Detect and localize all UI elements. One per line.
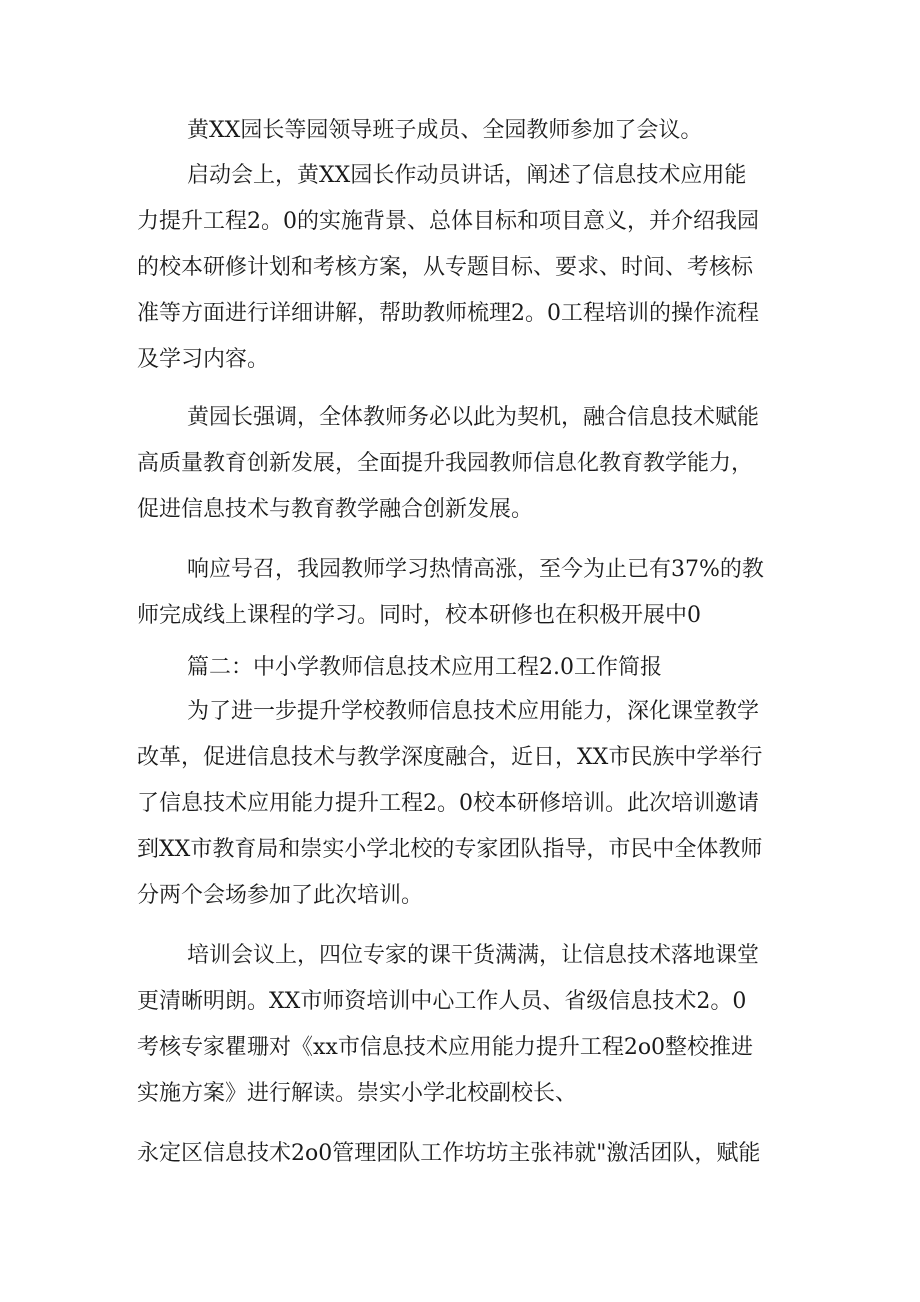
- text-line: [0, 490, 920, 530]
- line-text: 了信息技术应用能力提升工程2。0校本研修培训。此次培训邀请: [137, 791, 759, 816]
- line-text: 黄园长强调，全体教师务必以此为契机，融合信息技术赋能: [187, 405, 760, 430]
- line-text: 准等方面进行详细讲解，帮助教师梳理2。0工程培训的操作流程: [137, 301, 759, 326]
- line-text: 力提升工程2。0的实施背景、总体目标和项目意义，并介绍我园: [137, 209, 759, 234]
- line-text: 更清晰明朗。XX市师资培训中心工作人员、省级信息技术2。0: [137, 989, 747, 1014]
- text-line: [0, 340, 920, 380]
- line-text: 为了进一步提升学校教师信息技术应用能力，深化课堂教学: [187, 699, 760, 724]
- text-line: [0, 1074, 920, 1114]
- line-text: 改革，促进信息技术与教学深度融合，近日，XX市民族中学举行: [137, 745, 763, 770]
- text-line: [0, 738, 920, 778]
- text-line: [0, 1134, 920, 1174]
- line-text: 响应号召，我园教师学习热情高涨，至今为止已有37%的教: [187, 557, 764, 582]
- line-text: 到XX市教育局和崇实小学北校的专家团队指导，市民中全体教师: [137, 837, 763, 862]
- text-line: [0, 596, 920, 636]
- text-line: [0, 936, 920, 976]
- line-text: 考核专家瞿珊对《xx市信息技术应用能力提升工程2o0整校推进: [137, 1035, 754, 1060]
- text-line: [0, 648, 920, 688]
- line-text: 培训会议上，四位专家的课干货满满，让信息技术落地课堂: [187, 943, 760, 968]
- line-text: 促进信息技术与教育教学融合创新发展。: [137, 497, 534, 522]
- line-text: 师完成线上课程的学习。同时，校本研修也在积极开展中0: [137, 603, 701, 628]
- text-line: [0, 398, 920, 438]
- text-line: [0, 550, 920, 590]
- line-text: 实施方案》进行解读。崇实小学北校副校长、: [137, 1081, 578, 1106]
- text-line: [0, 156, 920, 196]
- text-line: [0, 784, 920, 824]
- line-text: 篇二：中小学教师信息技术应用工程2.0工作简报: [187, 655, 662, 680]
- text-line: [0, 444, 920, 484]
- text-line: [0, 202, 920, 242]
- text-line: [0, 830, 920, 870]
- text-line: [0, 111, 920, 151]
- text-line: [0, 1028, 920, 1068]
- line-text: 永定区信息技术2o0管理团队工作坊坊主张祎就"激活团队，赋能: [137, 1141, 761, 1166]
- text-line: [0, 248, 920, 288]
- line-text: 分两个会场参加了此次培训。: [137, 883, 424, 908]
- line-text: 启动会上，黄XX园长作动员讲话，阐述了信息技术应用能: [187, 163, 747, 188]
- line-text: 的校本研修计划和考核方案，从专题目标、要求、时间、考核标: [137, 255, 754, 280]
- line-text: 黄XX园长等园领导班子成员、全园教师参加了会议。: [187, 118, 703, 143]
- text-line: [0, 876, 920, 916]
- text-line: [0, 692, 920, 732]
- line-text: 高质量教育创新发展，全面提升我园教师信息化教育教学能力，: [137, 451, 754, 476]
- text-line: [0, 982, 920, 1022]
- line-text: 及学习内容。: [137, 347, 270, 372]
- text-line: [0, 294, 920, 334]
